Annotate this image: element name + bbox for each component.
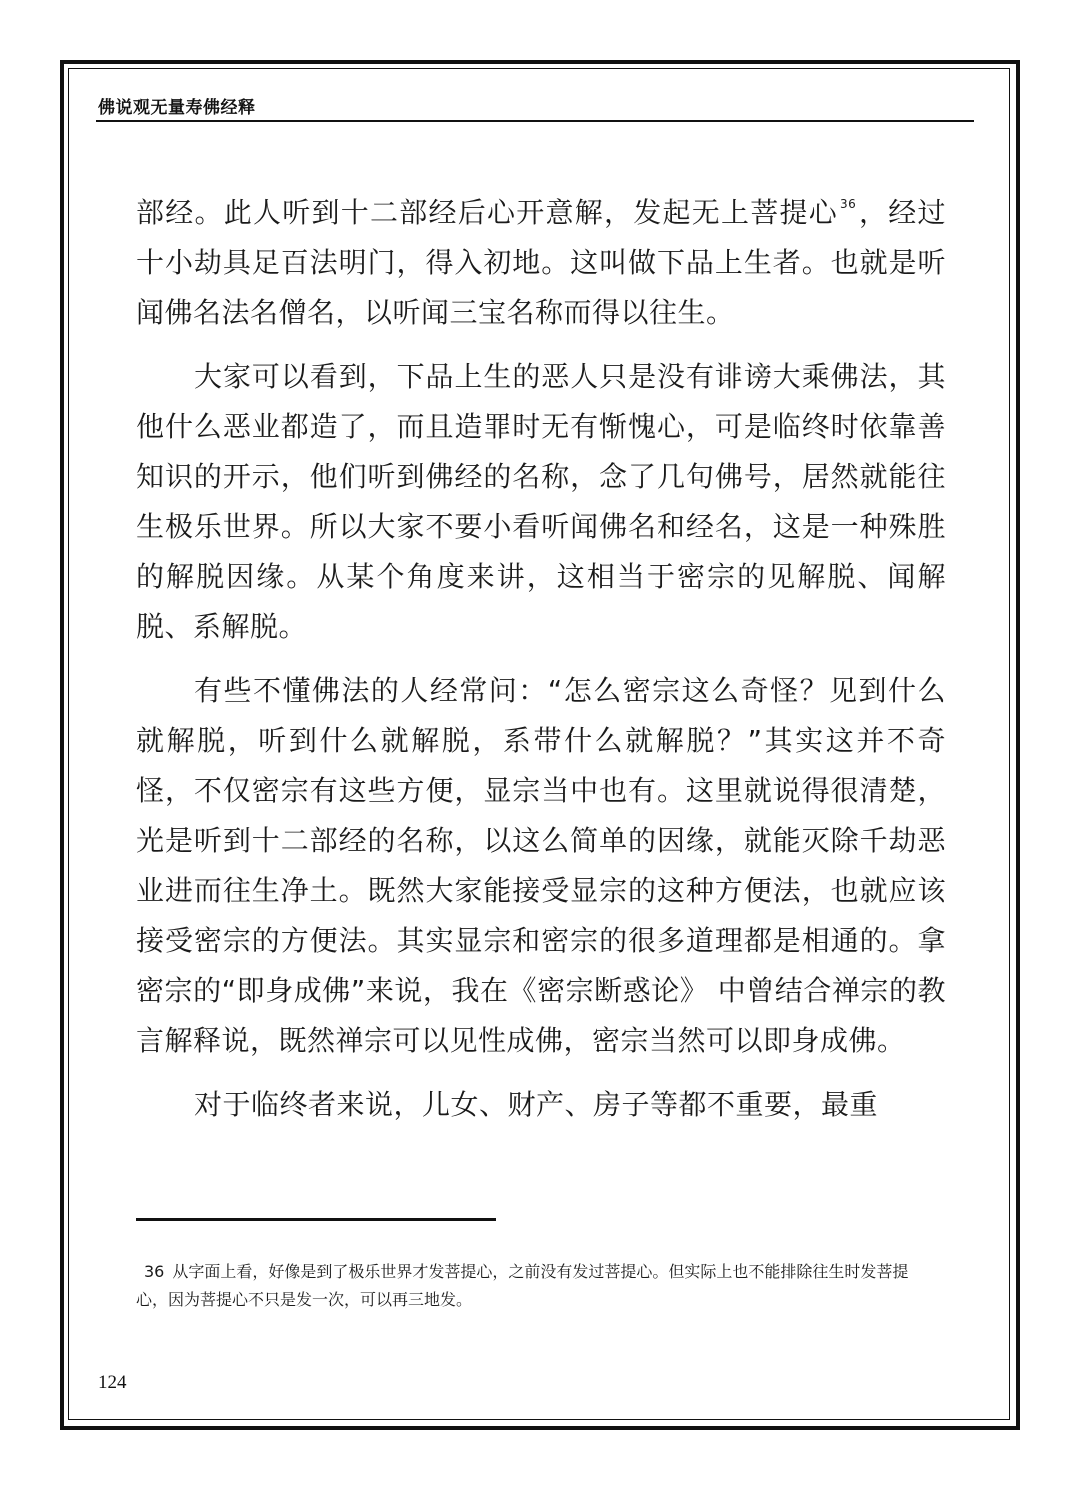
footnote-number: 36 [144,1262,165,1281]
body-text [136,188,946,1144]
paragraph-4: 对于临终者来说，儿女、财产、房子等都不重要，最重 [194,1088,879,1121]
paragraph-1-text-a: 部经。此人听到十二部经后心开意解，发起无上菩提心 [136,196,838,229]
paragraph-2: 大家可以看到，下品上生的恶人只是没有诽谤大乘佛法，其他什么恶业都造了，而且造罪时无有惭愧心，可是临终时依靠善知识的开示，他们听到佛经的名称，念了几句佛号，居然就能往生极乐世界。所以大家不要小看听闻佛名和经名，这是一种殊胜的解脱因缘。从某个角度来讲，这相当于密宗的见解脱、闻解脱、系解脱。 [136,360,946,643]
footnote-text: 从字面上看，好像是到了极乐世界才发菩提心，之前没有发过菩提心。但实际上也不能排除往生时发菩提心，因为菩提心不只是发一次，可以再三地发。 [136,1262,909,1309]
footnote-reference[interactable]: 36 [839,197,857,211]
paragraph-1 [136,188,946,338]
footnote-rule [136,1218,496,1221]
footnote [136,1258,936,1314]
running-title: 佛说观无量寿佛经释 [98,98,256,118]
page-number: 124 [98,1372,127,1393]
paragraph-3: 有些不懂佛法的人经常问：“怎么密宗这么奇怪？见到什么就解脱，听到什么就解脱，系带什么就解脱？”其实这并不奇怪，不仅密宗有这些方便，显宗当中也有。这里就说得很清楚，光是听到十二部经的名称，以这么简单的因缘，就能灭除千劫恶业进而往生净土。既然大家能接受显宗的这种方便法，也就应该接受密宗的方便法。其实显宗和密宗的很多道理都是相通的。拿密宗的“即身成佛”来说，我在《密宗断惑论》 中曾结合禅宗的教言解释说，既然禅宗可以见性成佛，密宗当然可以即身成佛。 [136,674,946,1057]
header-rule [96,120,974,122]
paragraph-1-text-b: ，经过十小劫具足百法明门，得入初地。这叫做下品上生者。也就是听闻佛名法名僧名，以听闻三宝名称而得以往生。 [136,196,946,329]
